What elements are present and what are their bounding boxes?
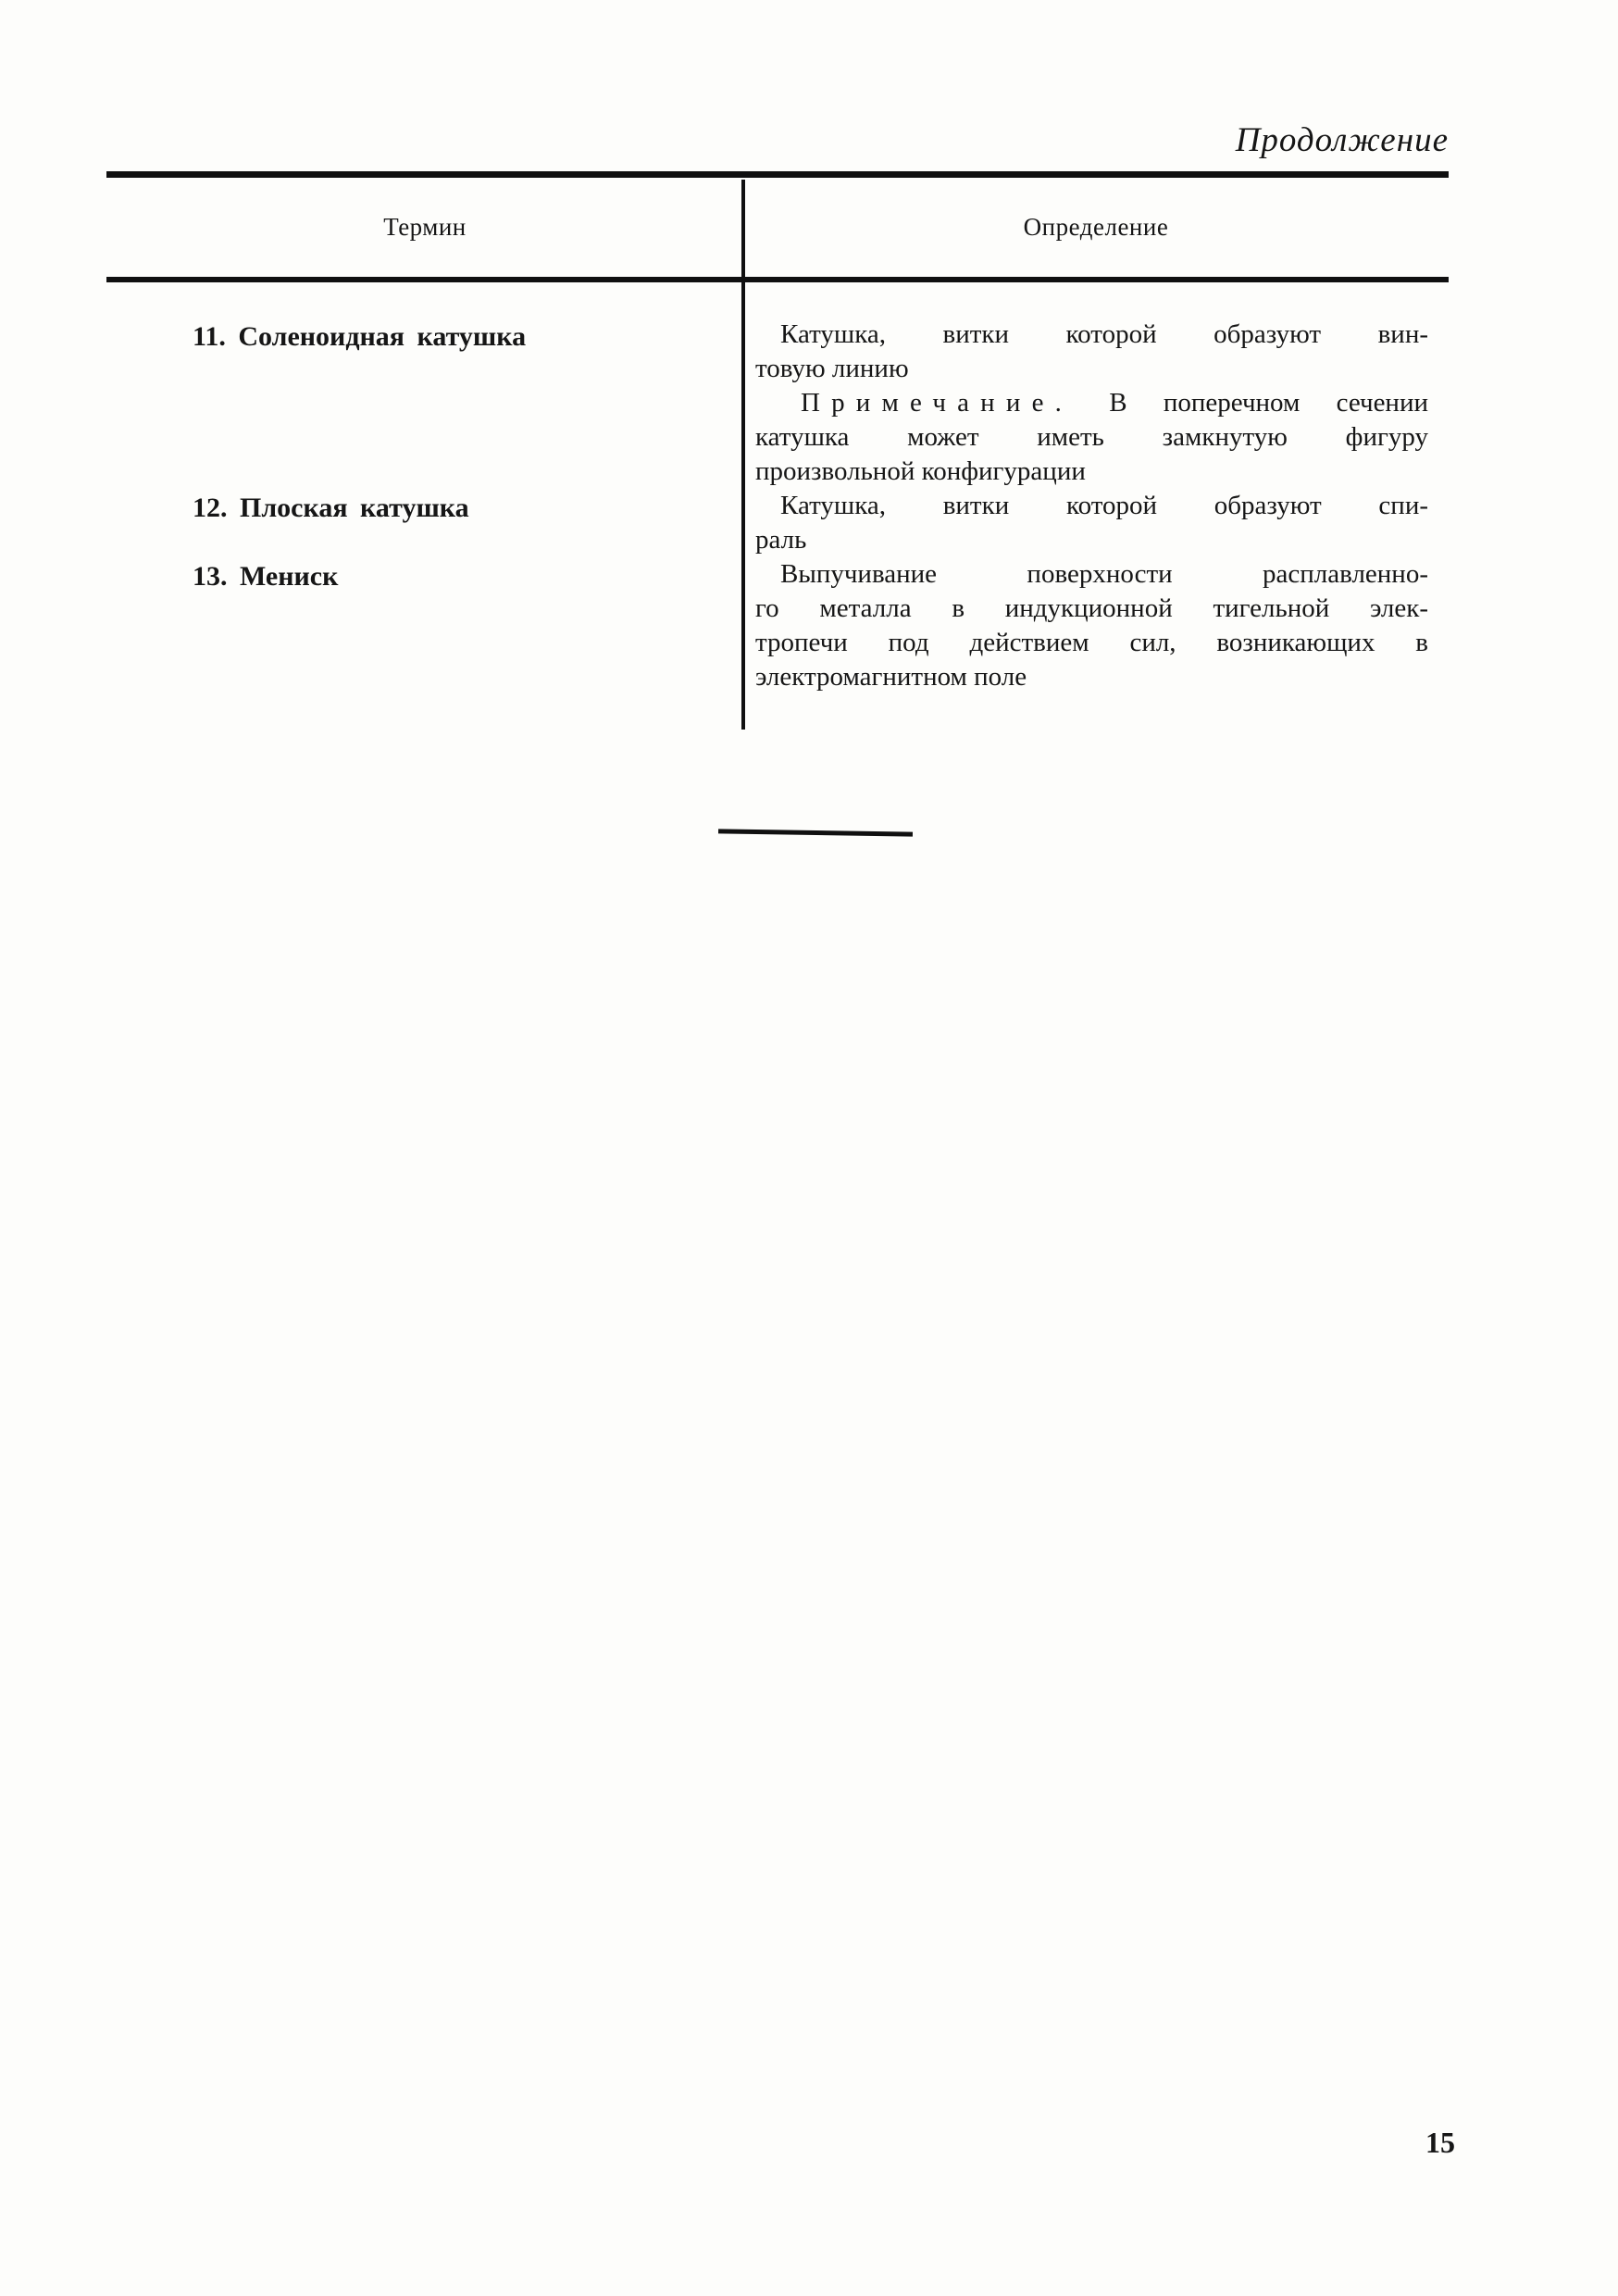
term-column [106,282,743,730]
section-end-rule [718,829,913,836]
note-label: Примечание. [801,388,1074,418]
definition-line: катушка может иметь замкнутую фигуру [755,422,1428,452]
term-cell: 13. Мениск [193,561,339,592]
definition-line: раль [755,525,807,555]
continuation-label: Продолжение [1235,121,1449,159]
definition-line: Катушка, витки которой образуют вин- [780,319,1428,349]
page-number: 15 [1425,2126,1455,2159]
definition-line: произвольной конфигурации [755,456,1086,486]
definition-line: электромагнитном поле [755,662,1027,692]
table-header-row [106,178,1449,277]
definition-line: Катушка, витки которой образуют спи- [780,491,1428,520]
definition-line: товую линию [755,354,909,383]
column-header-term: Термин [383,213,467,241]
definition-line: тропечи под действием сил, возникающих в [755,628,1428,657]
table-rows [106,282,1449,730]
definition-line: Примечание. В поперечном сечении [801,388,1428,418]
table-top-rule [106,171,1449,178]
definition-column [743,282,1449,730]
column-header-definition: Определение [1023,213,1169,241]
definition-line: го металла в индукционной тигельной элек- [755,593,1428,623]
definition-line: Выпучивание поверхности расплавленно- [780,559,1428,589]
term-cell: 11. Соленоидная катушка [193,321,527,352]
term-cell: 12. Плоская катушка [193,493,469,523]
term-column-inner [106,318,743,730]
